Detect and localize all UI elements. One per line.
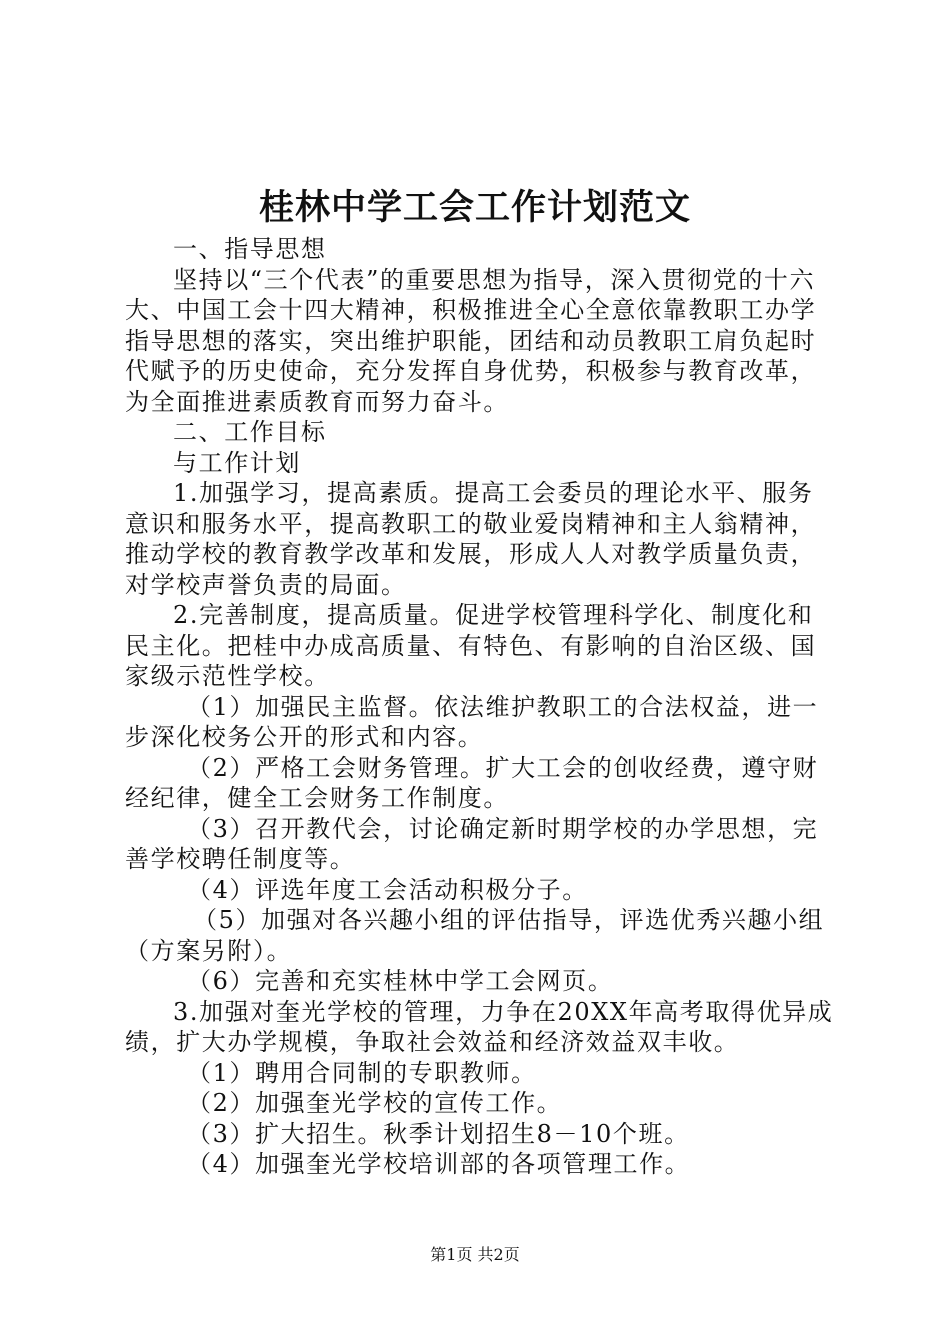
- section-heading-work-goals: 二、工作目标: [173, 418, 327, 446]
- section-heading-guiding-thought: 一、指导思想: [173, 235, 327, 263]
- subitem-2-1: （1）加强民主监督。依法维护教职工的合法权益，进一步深化校务公开的形式和内容。: [125, 692, 819, 751]
- subitem-3-4: （4）加强奎光学校培训部的各项管理工作。: [187, 1150, 691, 1178]
- page-footer: 第1页 共2页: [430, 1245, 520, 1264]
- subitem-3-2: （2）加强奎光学校的宣传工作。: [187, 1089, 563, 1117]
- section-heading-work-plan: 与工作计划: [173, 448, 301, 477]
- paragraph-item-3: 3.加强对奎光学校的管理，力争在20XX年高考取得优异成绩，扩大办学规模，争取社会效益和经济效益双丰收。: [125, 997, 834, 1056]
- subitem-2-3: （3）召开教代会，讨论确定新时期学校的办学思想，完善学校聘任制度等。: [125, 814, 819, 873]
- subitem-2-4: （4）评选年度工会活动积极分子。: [187, 875, 588, 904]
- subitem-3-1: （1）聘用合同制的专职教师。: [187, 1058, 537, 1087]
- subitem-2-5: （5）加强对各兴趣小组的评估指导，评选优秀兴趣小组（方案另附）。: [125, 906, 825, 965]
- subitem-2-6: （6）完善和充实桂林中学工会网页。: [187, 967, 614, 995]
- paragraph-item-2: 2.完善制度，提高质量。促进学校管理科学化、制度化和民主化。把桂中办成高质量、有特色、有影响的自治区级、国家级示范性学校。: [125, 601, 817, 690]
- document-body: [125, 234, 835, 1180]
- paragraph-item-1: 1.加强学习，提高素质。提高工会委员的理论水平、服务意识和服务水平，提高教职工的敬业爱岗精神和主人翁精神，推动学校的教育教学改革和发展，形成人人对教学质量负责，对学校声誉负责的局面。: [125, 479, 817, 599]
- paragraph-guiding-thought: 坚持以“三个代表”的重要思想为指导，深入贯彻党的十六大、中国工会十四大精神，积极推进全心全意依靠教职工办学指导思想的落实，突出维护职能，团结和动员教职工肩负起时代赋予的历史使命，充分发挥自身优势，积极参与教育改革，为全面推进素质教育而努力奋斗。: [125, 265, 817, 416]
- document-title: 桂林中学工会工作计划范文: [258, 187, 691, 228]
- subitem-3-3: （3）扩大招生。秋季计划招生8－10个班。: [187, 1119, 690, 1148]
- subitem-2-2: （2）严格工会财务管理。扩大工会的创收经费，遵守财经纪律，健全工会财务工作制度。: [125, 753, 819, 812]
